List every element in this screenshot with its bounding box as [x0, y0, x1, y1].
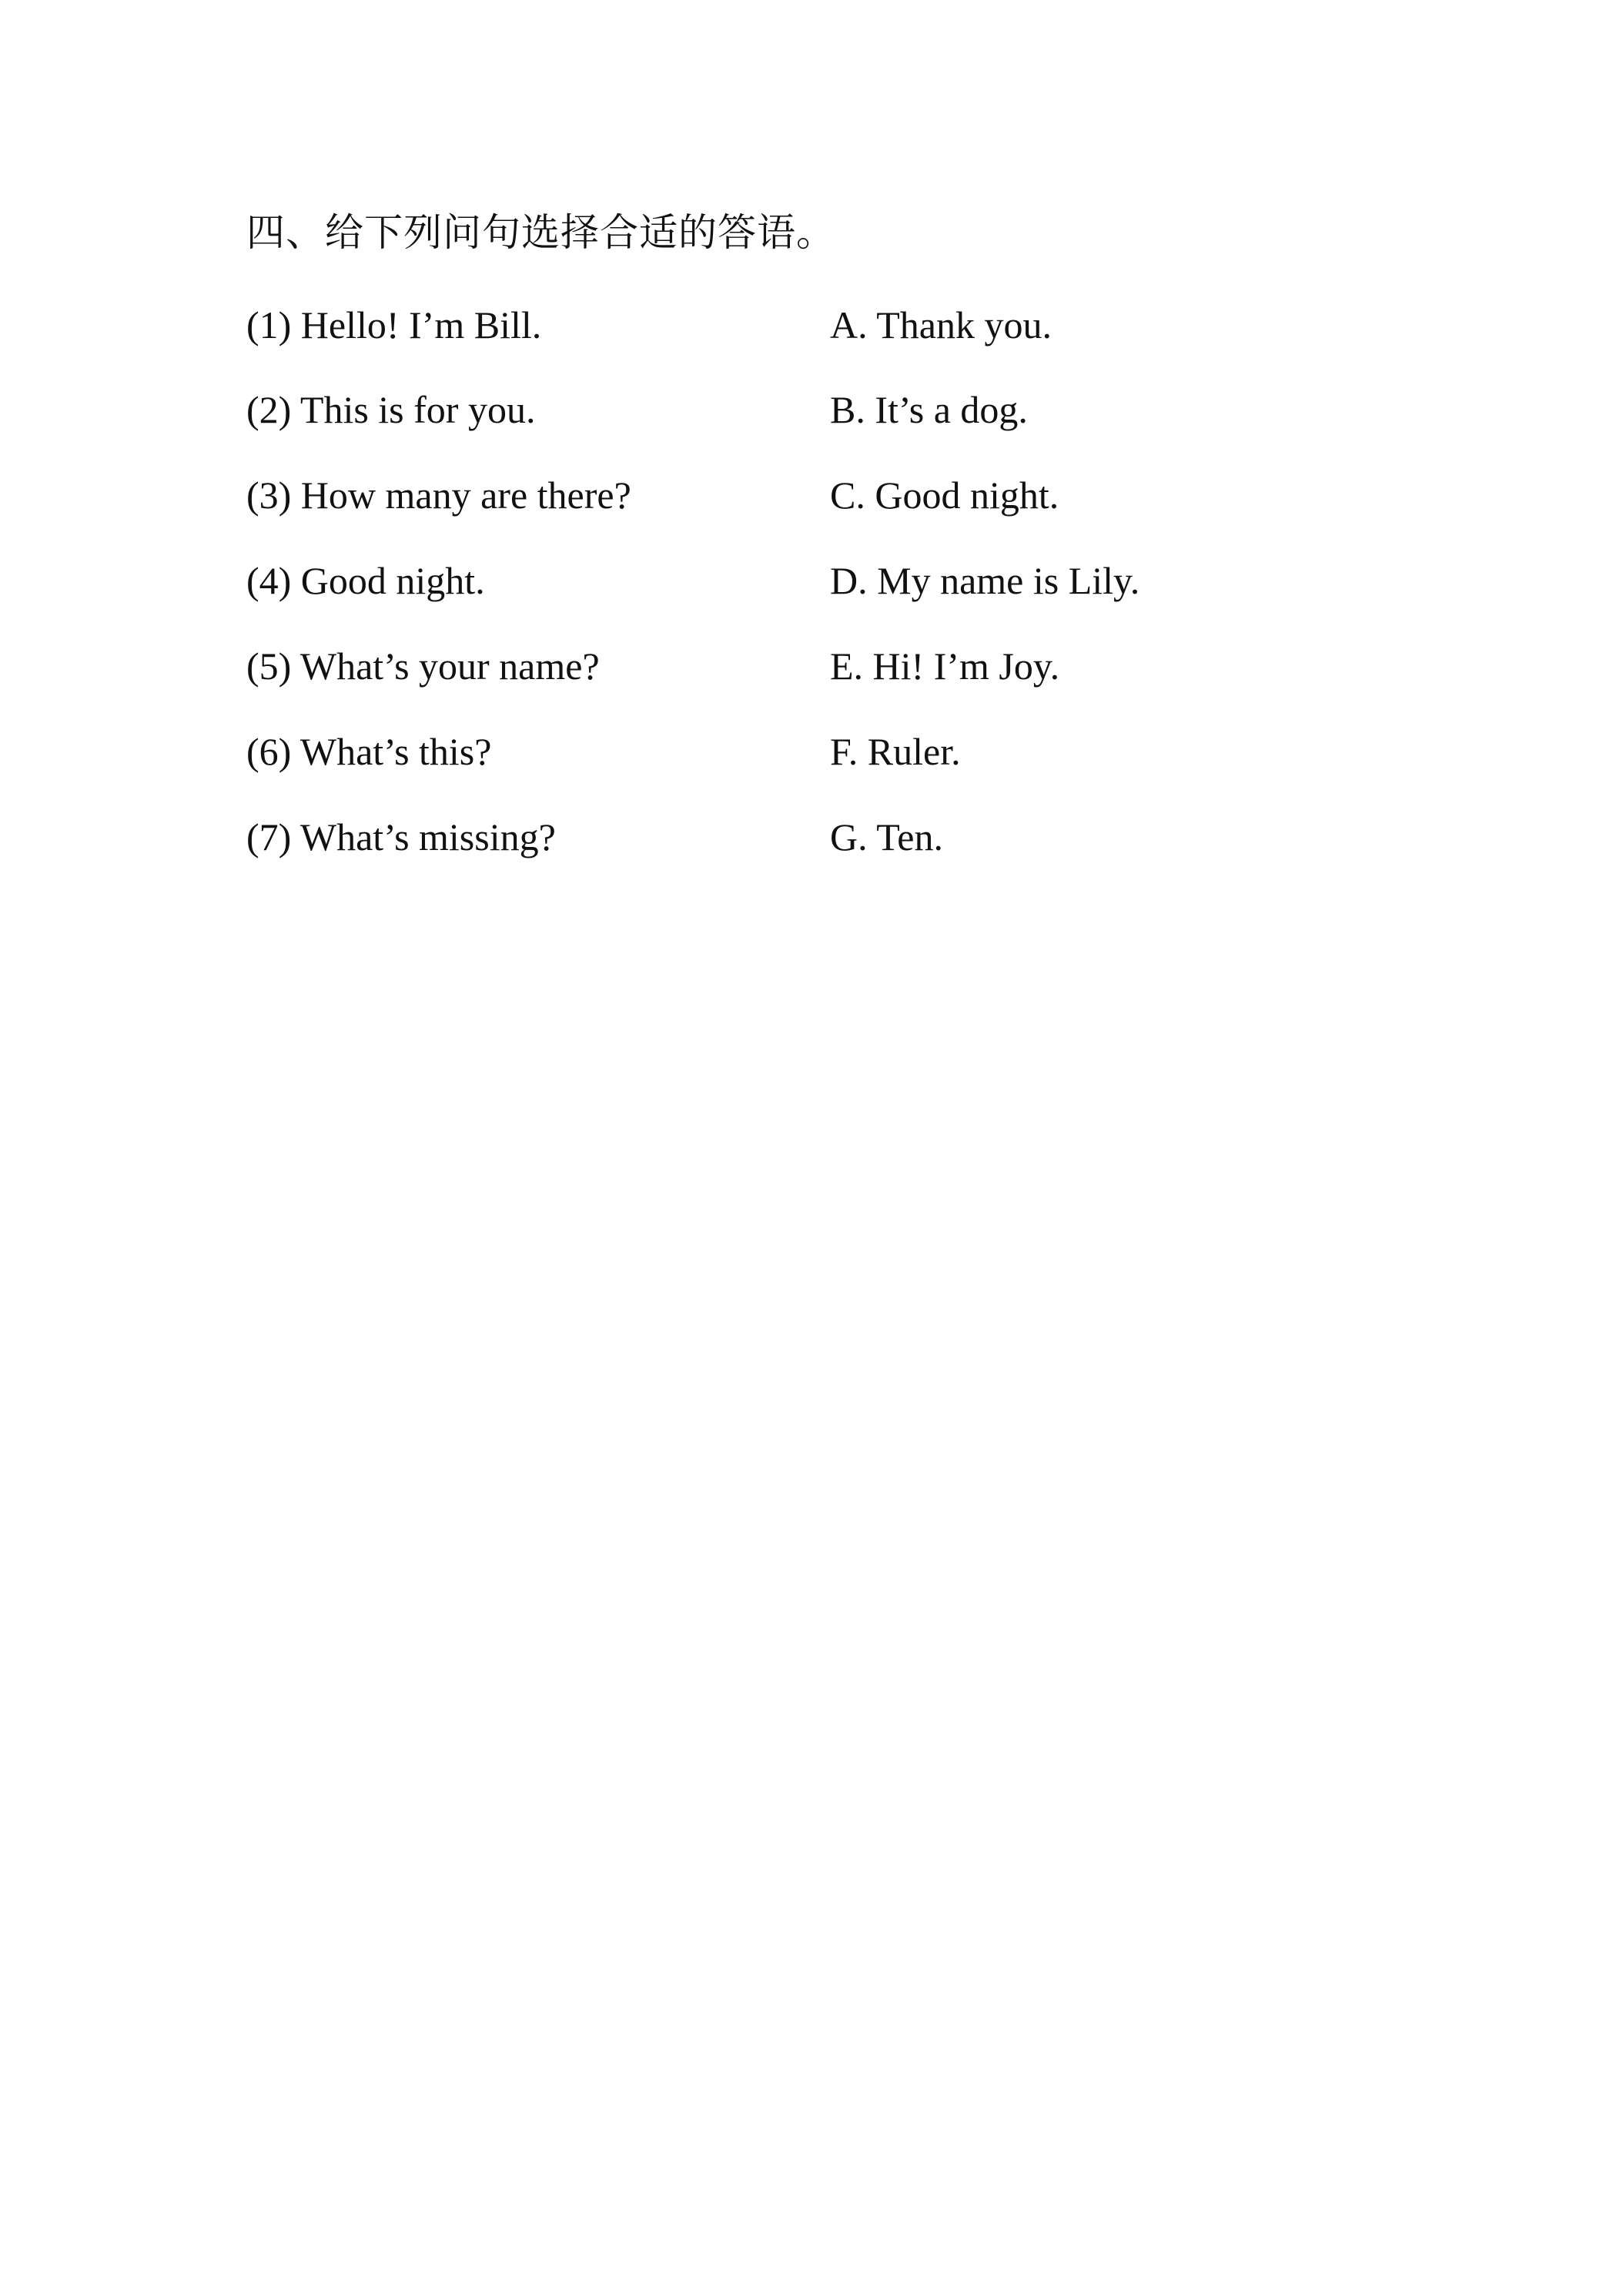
matching-row: [246, 557, 1324, 604]
answer-option: E. Hi! I’m Joy.: [830, 644, 1060, 688]
question-text: (3) How many are there?: [246, 474, 631, 517]
matching-row: [246, 387, 1324, 433]
matching-row: [246, 814, 1324, 860]
matching-row: [246, 728, 1324, 775]
answer-option: B. It’s a dog.: [830, 388, 1028, 431]
section-title: 四、给下列问句选择合适的答语。: [246, 211, 835, 254]
question-text: (7) What’s missing?: [246, 815, 556, 858]
question-text: (6) What’s this?: [246, 730, 492, 773]
matching-row: [246, 643, 1324, 689]
answer-option: C. Good night.: [830, 474, 1059, 517]
matching-row: [246, 302, 1324, 348]
question-text: (2) This is for you.: [246, 388, 536, 431]
matching-row: [246, 472, 1324, 518]
answer-option: G. Ten.: [830, 815, 943, 858]
question-text: (1) Hello! I’m Bill.: [246, 303, 542, 346]
answer-option: F. Ruler.: [830, 730, 961, 773]
question-text: (4) Good night.: [246, 559, 485, 602]
answer-option: D. My name is Lily.: [830, 559, 1140, 602]
answer-option: A. Thank you.: [830, 303, 1052, 346]
question-text: (5) What’s your name?: [246, 644, 600, 688]
